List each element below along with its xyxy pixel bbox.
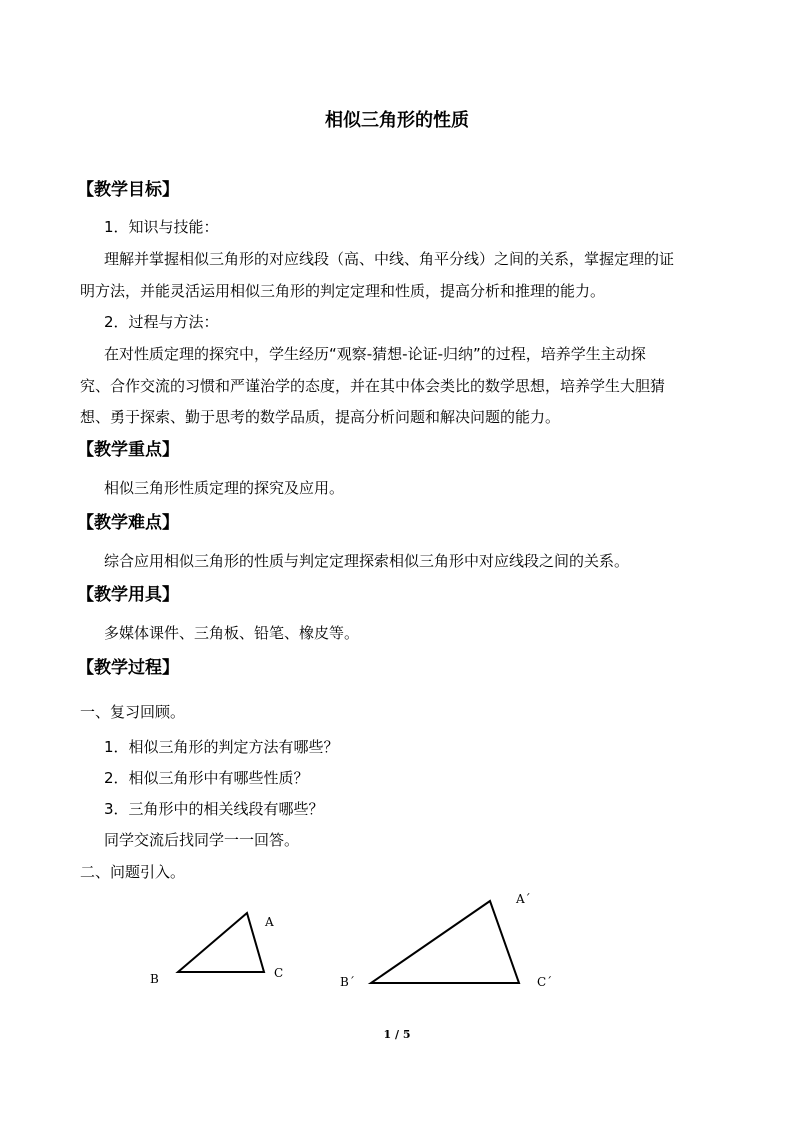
page-title: 相似三角形的性质: [325, 110, 469, 131]
section-heading-goals: 【教学目标】: [77, 180, 179, 200]
section-heading-process: 【教学过程】: [77, 658, 179, 678]
label-b: B: [150, 972, 159, 986]
goals-item1-text-line2: 明方法，并能灵活运用相似三角形的判定定理和性质，提高分析和推理的能力。: [80, 282, 606, 300]
label-a-prime: A´: [516, 892, 531, 906]
goals-item2-label: 2．过程与方法：: [104, 313, 219, 331]
label-b-prime: B´: [340, 975, 355, 989]
small-triangle-abc: [178, 913, 264, 972]
process-question-3: 3．三角形中的相关线段有哪些？: [104, 800, 324, 818]
goals-item2-text-line1: 在对性质定理的探究中，学生经历“观察-猜想-论证-归纳”的过程，培养学生主动探: [104, 345, 646, 363]
process-part1-heading: 一、复习回顾。: [80, 703, 186, 721]
goals-item2-text-line3: 想、勇于探索、勤于思考的数学品质，提高分析问题和解决问题的能力。: [80, 408, 561, 426]
process-question-2: 2．相似三角形中有哪些性质？: [104, 769, 309, 787]
key-points-text: 相似三角形性质定理的探究及应用。: [104, 479, 345, 497]
section-heading-tools: 【教学用具】: [77, 585, 179, 605]
process-question-1: 1．相似三角形的判定方法有哪些？: [104, 738, 339, 756]
large-triangle-abc-prime: [371, 901, 519, 983]
process-note: 同学交流后找同学一一回答。: [104, 831, 300, 849]
goals-item1-text-line1: 理解并掌握相似三角形的对应线段（高、中线、角平分线）之间的关系，掌握定理的证: [104, 250, 675, 268]
goals-item2-text-line2: 究、合作交流的习惯和严谨治学的态度，并在其中体会类比的数学思想，培养学生大胆猜: [80, 377, 666, 395]
section-heading-difficulties: 【教学难点】: [77, 513, 179, 533]
page-number: 1 / 5: [383, 1028, 411, 1041]
tools-text: 多媒体课件、三角板、铅笔、橡皮等。: [104, 624, 360, 642]
goals-item1-label: 1．知识与技能：: [104, 218, 219, 236]
label-a: A: [265, 915, 274, 929]
label-c-prime: C´: [537, 975, 553, 989]
label-c: C: [274, 966, 284, 980]
section-heading-key-points: 【教学重点】: [77, 440, 179, 460]
difficulties-text: 综合应用相似三角形的性质与判定定理探索相似三角形中对应线段之间的关系。: [104, 552, 630, 570]
process-part2-heading: 二、问题引入。: [80, 863, 186, 881]
